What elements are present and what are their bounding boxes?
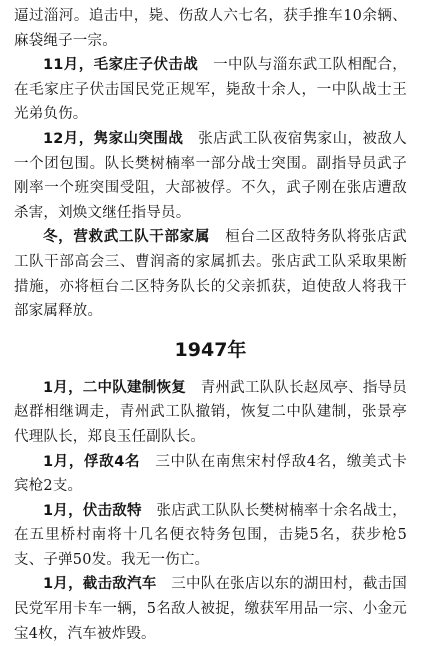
entry-rescue-families	[14, 225, 407, 323]
entry-second-company-restored	[14, 376, 407, 450]
entry-heading: 冬，营救武工队干部家属	[43, 229, 211, 246]
entry-body: 一中队与淄东武工队相配合，在毛家庄子伏击国民党正规军，毙敌十余人，一中队战士王光弟负伤。	[14, 57, 407, 123]
entry-body: 三中队在南焦宋村俘敌4名，缴美式卡宾枪2支。	[14, 453, 407, 495]
section-1946-entries	[14, 4, 407, 324]
entry-heading: 1月，截击敌汽车	[43, 576, 157, 593]
entry-body: 张店武工队队长樊树楠率十余名战士，在五里桥村南将十几名便衣特务包围，击毙5名，获步枪5支、子弹50发。我无一伤亡。	[14, 502, 407, 568]
entry-heading: 1月，俘敌4名	[43, 453, 141, 470]
entry-juanjiashan-breakout	[14, 127, 407, 225]
section-1947-entries	[14, 376, 407, 646]
entry-body: 桓台二区敌特务队将张店武工队干部高会三、曹润斋的家属抓去。张店武工队采取果断措施，亦将桓台二区特务队长的父亲抓获，迫使敌人将我干部家属释放。	[14, 229, 407, 320]
entry-heading: 1月，二中队建制恢复	[43, 379, 186, 396]
entry-maojiazhuangzi-ambush	[14, 53, 407, 127]
entry-heading: 1月，伏击敌特	[43, 502, 142, 519]
entry-intercept-truck	[14, 572, 407, 646]
entry-heading: 11月，毛家庄子伏击战	[43, 57, 199, 74]
year-heading: 1947年	[174, 338, 247, 361]
entry-body: 三中队在张店以东的湖田村，截击国民党军用卡车一辆，5名敌人被捉，缴获军用品一宗、小金元宝4枚，汽车被炸毁。	[14, 576, 407, 642]
entry-capture-four	[14, 450, 407, 499]
entry-heading: 12月，隽家山突围战	[43, 130, 184, 147]
paragraph-continuation	[14, 4, 407, 53]
entry-body: 青州武工队队长赵凤亭、指导员赵群相继调走，青州武工队撤销，恢复二中队建制，张景亭代理队长，郑良玉任副队长。	[14, 379, 407, 445]
entry-body: 逼过淄河。追击中，毙、伤敌人六七名，获手推车10余辆、麻袋绳子一宗。	[14, 8, 407, 49]
entry-ambush-agents	[14, 499, 407, 573]
entry-body: 张店武工队夜宿隽家山，被敌人一个团包围。队长樊树楠率一部分战士突围。副指导员武子刚率一个班突围受阻，大部被俘。不久，武子刚在张店遭敌杀害，刘焕文继任指导员。	[14, 130, 407, 221]
